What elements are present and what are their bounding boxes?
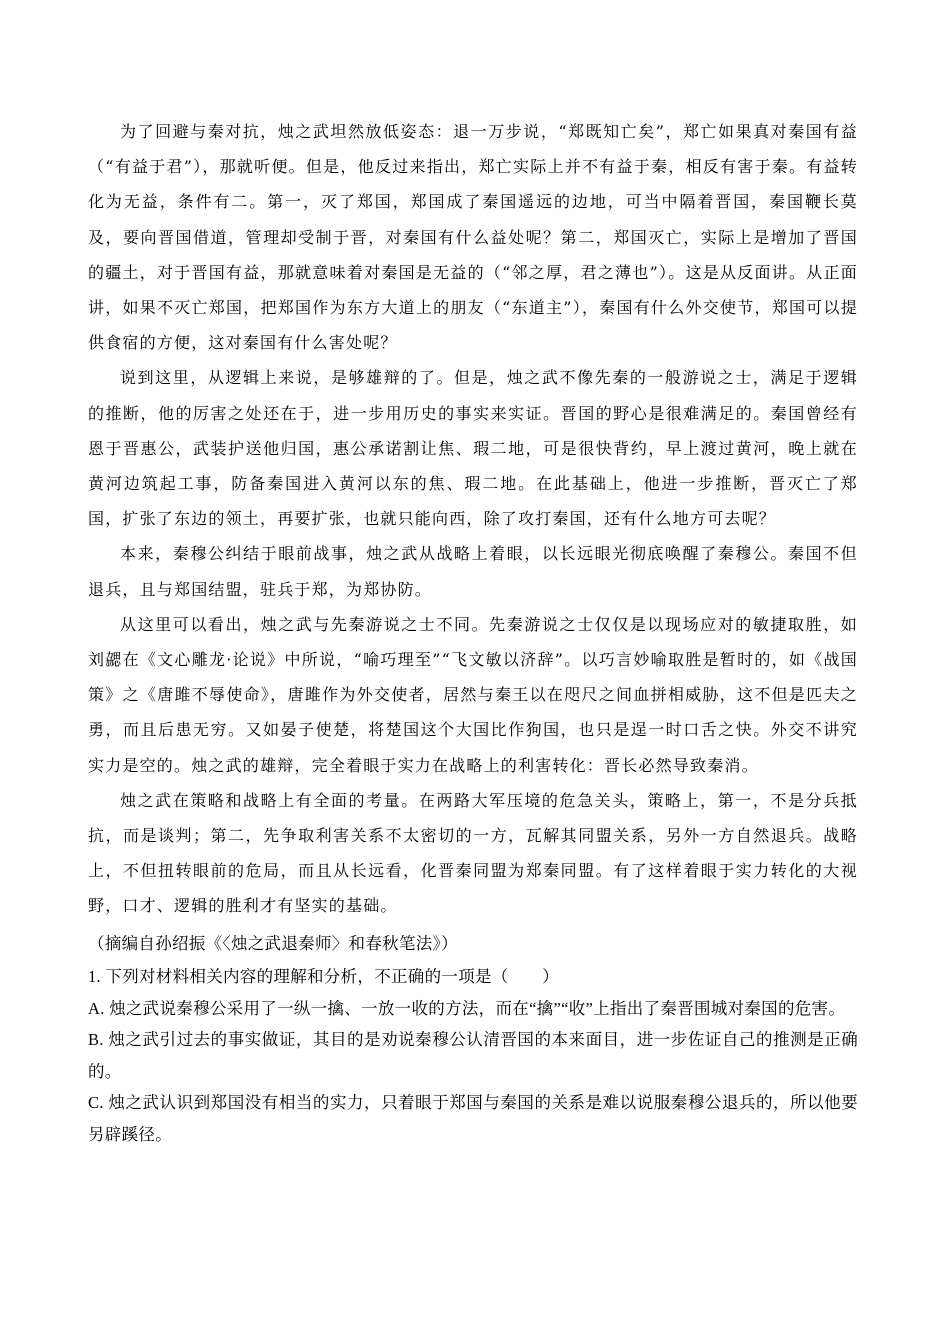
question-block [88, 961, 858, 1150]
article-body [88, 114, 858, 924]
question-stem: 1. 下列对材料相关内容的理解和分析，不正确的一项是（ ） [88, 967, 559, 987]
article-paragraph-5: 烛之武在策略和战略上有全面的考量。在两路大军压境的危急关头，策略上，第一，不是分兵抵抗，而是谈判；第二，先争取利害关系不太密切的一方，瓦解其同盟关系，另外一方自然退兵。战略上，不但扭转眼前的危局，而且从长远看，化晋秦同盟为郑秦同盟。有了这样着眼于实力转化的大视野，口才、逻辑的胜利才有坚实的基础。 [88, 790, 858, 916]
article-paragraph-4: 从这里可以看出，烛之武与先秦游说之士不同。先秦游说之士仅仅是以现场应对的敏捷取胜，如刘勰在《文心雕龙·论说》中所说，“喻巧理至”“飞文敏以济辞”。以巧言妙喻取胜是暂时的，如《战国策》之《唐雎不辱使命》，唐雎作为外交使者，居然与秦王以在咫尺之间血拼相威胁，这不但是匹夫之勇，而且后患无穷。又如晏子使楚，将楚国这个大国比作狗国，也只是逞一时口舌之快。外交不讲究实力是空的。烛之武的雄辩，完全着眼于实力在战略上的利害转化：晋长必然导致秦消。 [88, 614, 858, 775]
article-paragraph-3: 本来，秦穆公纠结于眼前战事，烛之武从战略上着眼，以长远眼光彻底唤醒了秦穆公。秦国不但退兵，且与郑国结盟，驻兵于郑，为郑协防。 [88, 544, 858, 599]
article-paragraph-1: 为了回避与秦对抗，烛之武坦然放低姿态：退一万步说，“郑既知亡矣”，郑亡如果真对秦国有益（“有益于君”），那就听便。但是，他反过来指出，郑亡实际上并不有益于秦，相反有害于秦。有益转化为无益，条件有二。第一，灭了郑国，郑国成了秦国遥远的边地，可当中隔着晋国，秦国鞭长莫及，要向晋国借道，管理却受制于晋，对秦国有什么益处呢？第二，郑国灭亡，实际上是增加了晋国的疆土，对于晋国有益，那就意味着对秦国是无益的（“邻之厚，君之薄也”）。这是从反面讲。从正面讲，如果不灭亡郑国，把郑国作为东方大道上的朋友（“东道主”），秦国有什么外交使节，郑国可以提供食宿的方便，这对秦国有什么害处呢？ [88, 122, 858, 353]
option-c: C. 烛之武认识到郑国没有相当的实力，只着眼于郑国与秦国的关系是难以说服秦穆公退兵的，所以他要另辟蹊径。 [88, 1093, 858, 1144]
document-page [88, 114, 858, 1150]
article-source: （摘编自孙绍振《〈烛之武退秦师〉和春秋笔法》） [88, 933, 458, 953]
option-b: B. 烛之武引过去的事实做证，其目的是劝说秦穆公认清晋国的本来面目，进一步佐证自己的推测是正确的。 [88, 1030, 858, 1081]
option-a: A. 烛之武说秦穆公采用了一纵一擒、一放一收的方法，而在“擒”“收”上指出了秦晋围城对秦国的危害。 [88, 998, 846, 1018]
article-paragraph-2: 说到这里，从逻辑上来说，是够雄辩的了。但是，烛之武不像先秦的一般游说之士，满足于逻辑的推断，他的厉害之处还在于，进一步用历史的事实来实证。晋国的野心是很难满足的。秦国曾经有恩于晋惠公，武装护送他归国，惠公承诺割让焦、瑕二地，可是很快背约，早上渡过黄河，晚上就在黄河边筑起工事，防备秦国进入黄河以东的焦、瑕二地。在此基础上，他进一步推断，晋灭亡了郑国，扩张了东边的领土，再要扩张，也就只能向西，除了攻打秦国，还有什么地方可去呢？ [88, 368, 858, 529]
